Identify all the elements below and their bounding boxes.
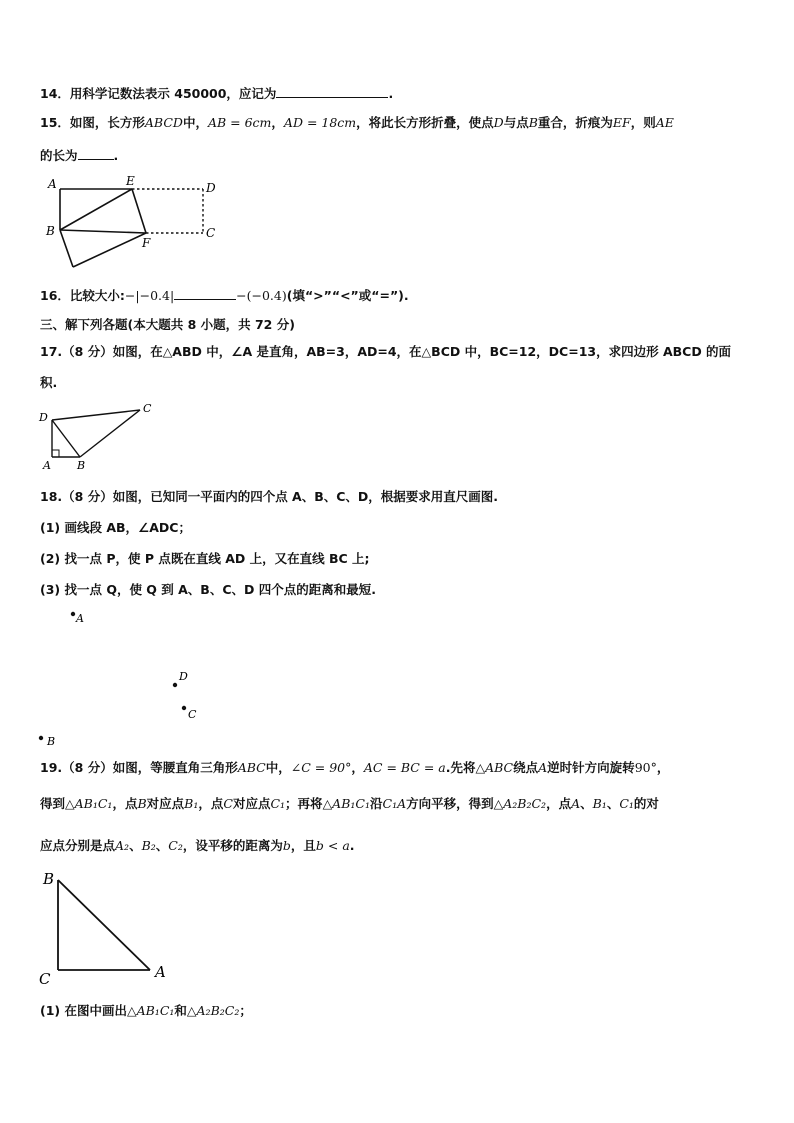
math-angle: ∠C = 90°	[290, 760, 352, 775]
q19-text: 中，	[265, 760, 291, 775]
q15-text: 重合，折痕为	[537, 115, 613, 130]
math-b2: B₂	[141, 838, 156, 853]
math-a2: A₂	[115, 838, 130, 853]
label-a: A	[48, 177, 57, 191]
q15-text: 15．如图，长方形	[40, 115, 145, 130]
point-d	[173, 683, 177, 687]
q19-text: 逆时针方向旋转	[547, 760, 635, 775]
label-c: C	[206, 226, 216, 240]
q19-text: ，设平移的距离为	[182, 838, 283, 853]
q18-figure	[30, 600, 230, 750]
answer-blank	[276, 84, 388, 98]
q19-text: ，点	[546, 796, 572, 811]
label-b: B	[77, 459, 86, 472]
q19-text: ，点	[112, 796, 138, 811]
q19-text: 的对	[633, 796, 659, 811]
math-expr2: −(−0.4)	[236, 288, 287, 303]
label-d: D	[39, 411, 48, 424]
q19-figure	[36, 866, 186, 991]
q19-text: 、	[606, 796, 620, 811]
question-19-sub1	[40, 1003, 252, 1019]
math-b: b	[282, 838, 291, 853]
label-d: D	[206, 181, 216, 195]
q19-text: .先将	[445, 760, 476, 775]
question-17-line1: 17.（8 分）如图，在△ABD 中，∠A 是直角，AB=3，AD=4，在△BCD 中，BC=12，DC=13，求四边形 ABCD 的面	[40, 344, 732, 359]
question-18: 18.（8 分）如图，已知同一平面内的四个点 A、B、C、D，根据要求用直尺画图.	[40, 489, 499, 504]
q19-text: 对应点	[146, 796, 185, 811]
math-c2: C₂	[168, 838, 183, 853]
q19-text: ；再将	[285, 796, 323, 811]
math-b: B	[137, 796, 147, 811]
q15-text: ，则	[630, 115, 656, 130]
question-16	[40, 286, 409, 304]
question-19-line3	[40, 838, 355, 854]
math-c1: C₁	[619, 796, 634, 811]
label-a: A	[155, 963, 166, 981]
math-tri: △A₂B₂C₂	[493, 796, 547, 811]
q19-text: ，且	[290, 838, 316, 853]
q19-text: .	[349, 838, 355, 853]
q19-text: ，	[351, 760, 364, 775]
math-tri: △AB₁C₁	[126, 1003, 175, 1018]
label-a: A	[76, 612, 84, 625]
point-c	[182, 706, 186, 710]
label-b: B	[46, 224, 55, 238]
math-tri: △AB₁C₁	[322, 796, 370, 811]
answer-blank	[78, 146, 114, 160]
q15-text: ，将此长方形折叠，使点	[356, 115, 494, 130]
point-b	[39, 736, 43, 740]
math-tri: △ABC	[475, 760, 514, 775]
point-a	[71, 612, 75, 616]
q19-text: 、	[129, 838, 142, 853]
math-d: D	[493, 115, 504, 130]
q19-text: (1) 在图中画出	[40, 1003, 127, 1018]
q19-text: 对应点	[232, 796, 271, 811]
q19-text: ，	[656, 760, 670, 775]
question-14	[40, 84, 393, 102]
label-f: F	[142, 236, 151, 250]
q14-end: .	[388, 86, 394, 101]
label-b: B	[47, 735, 56, 748]
q19-text: 方向平移，得到	[406, 796, 494, 811]
math-ad: AD = 18cm	[283, 115, 357, 130]
answer-blank	[174, 286, 236, 300]
math-c: C	[223, 796, 233, 811]
q15-text: .	[113, 148, 119, 163]
q19-text: 、	[155, 838, 169, 853]
math-a: A	[571, 796, 581, 811]
math-abc: ABC	[237, 760, 266, 775]
question-18-sub1: (1) 画线段 AB，∠ADC；	[40, 520, 191, 535]
section-heading: 三、解下列各题(本大题共 8 小题，共 72 分)	[40, 317, 295, 332]
question-18-sub3: (3) 找一点 Q，使 Q 到 A、B、C、D 四个点的距离和最短.	[40, 582, 376, 597]
question-18-sub2: (2) 找一点 P，使 P 点既在直线 AD 上，又在直线 BC 上;	[40, 551, 370, 566]
question-15-line1	[40, 115, 674, 131]
q19-text: 应点分别是点	[40, 838, 116, 853]
math-abcd: ABCD	[144, 115, 183, 130]
q19-text: ；	[239, 1003, 252, 1018]
question-17-line2: 积.	[40, 375, 58, 390]
q17-figure	[36, 402, 166, 474]
math-eq: AC = BC = a	[363, 760, 446, 775]
label-d: D	[179, 670, 188, 683]
q19-text: 19.（8 分）如图，等腰直角三角形	[40, 760, 238, 775]
q14-text: 14．用科学记数法表示 450000，应记为	[40, 86, 277, 101]
math-b: B	[528, 115, 538, 130]
question-15-line2	[40, 146, 118, 164]
label-c: C	[188, 708, 197, 721]
q19-text: 和	[174, 1003, 187, 1018]
q15-figure	[40, 172, 230, 272]
q15-text: 的长为	[40, 148, 78, 163]
math-ae: AE	[655, 115, 674, 130]
math-a: A	[538, 760, 548, 775]
math-c1: C₁	[270, 796, 286, 811]
label-c: C	[39, 970, 51, 988]
math-deg: 90°	[634, 760, 657, 775]
q19-text: ，点	[198, 796, 224, 811]
label-a: A	[43, 459, 51, 472]
math-tri: △AB₁C₁	[65, 796, 113, 811]
q19-text: 绕点	[513, 760, 539, 775]
q15-text: 中，	[182, 115, 208, 130]
q19-text: 、	[580, 796, 593, 811]
q15-text: 与点	[503, 115, 529, 130]
math-c1a: C₁A	[382, 796, 407, 811]
math-ab: AB = 6cm	[207, 115, 272, 130]
math-ineq: b < a	[315, 838, 350, 853]
label-c: C	[143, 402, 152, 415]
question-19-line1	[40, 760, 669, 776]
label-e: E	[126, 174, 135, 188]
q19-text: 得到	[40, 796, 66, 811]
math-b1: B₁	[184, 796, 199, 811]
q15-text: ，	[271, 115, 284, 130]
label-b: B	[43, 870, 55, 888]
question-19-line2	[40, 796, 659, 812]
math-expr1: −|−0.4|	[124, 288, 175, 303]
math-tri: △A₂B₂C₂	[186, 1003, 240, 1018]
math-ef: EF	[612, 115, 631, 130]
q16-text: (填“>”“<”或“=”).	[286, 288, 409, 303]
q19-text: 沿	[369, 796, 383, 811]
math-b1: B₁	[592, 796, 607, 811]
q16-text: 16．比较大小:	[40, 288, 125, 303]
